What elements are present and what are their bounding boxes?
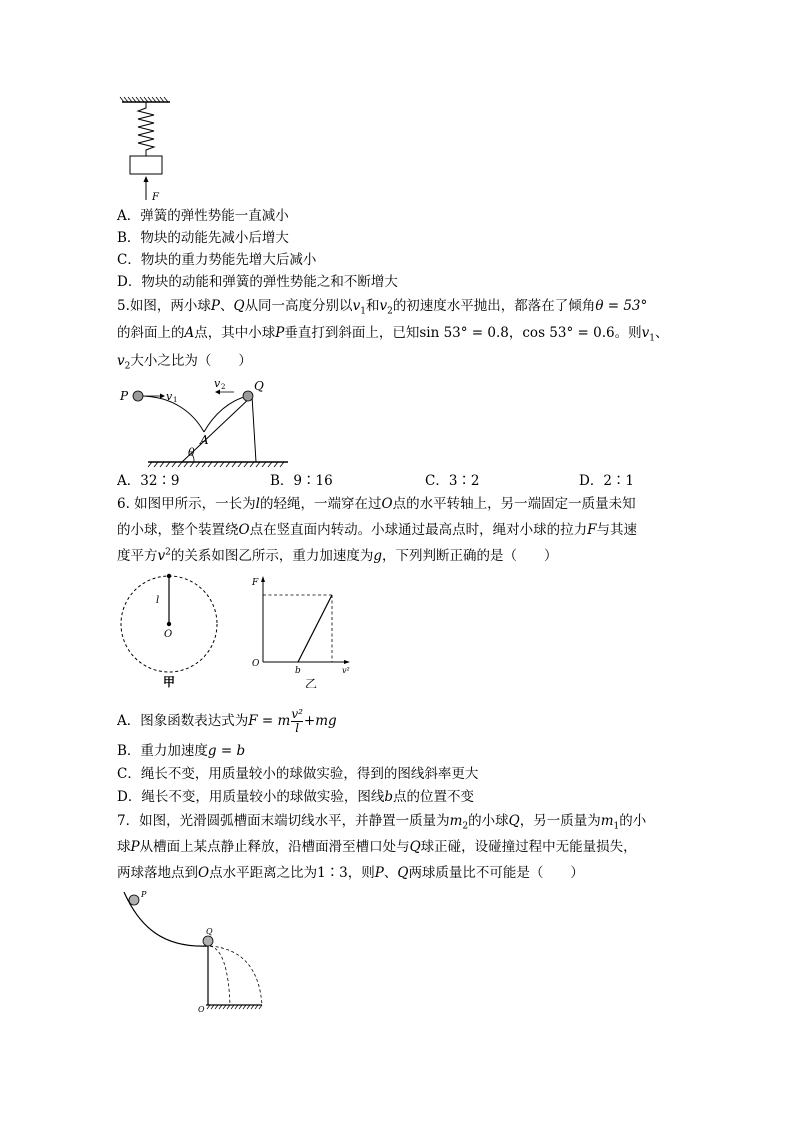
q4-option-b: B．物块的动能先减小后增大	[117, 230, 289, 246]
svg-text:O: O	[252, 659, 260, 669]
q5-stem-line1: 5.如图，两小球P、Q从同一高度分别以$v_1$和$v_2$的初速度水平抛出，都落在了倾角θ = 53°	[117, 298, 648, 317]
svg-text:Q: Q	[254, 379, 264, 393]
q6-option-a: A．图象函数表达式为F = m $\frac{\text{v²}}{l}$ +mg	[117, 707, 337, 735]
q7-stem-line2: 球P从槽面上某点静止释放，沿槽面滑至槽口处与Q球正碰，设碰撞过程中无能量损失，	[117, 839, 637, 855]
q5-option-d: D．2∶1	[579, 473, 635, 489]
svg-text:θ: θ	[188, 446, 195, 459]
svg-text:v: v	[166, 390, 173, 403]
q4-option-c: C．物块的重力势能先增大后减小	[117, 252, 317, 268]
q5-stem-line2: 的斜面上的A点，其中小球P垂直打到斜面上，已知sin 53° = 0.8，cos 53° = 0.6。则$v_1$、	[117, 325, 669, 344]
svg-text:O: O	[164, 629, 173, 640]
q6-stem-line3: 度平方$v^2$的关系如图乙所示，重力加速度为g，下列判断正确的是（ ）	[117, 547, 558, 564]
svg-text:2: 2	[221, 383, 226, 391]
svg-text:乙: 乙	[305, 677, 318, 688]
svg-text:l: l	[156, 595, 160, 606]
q5-projectile-figure	[118, 376, 290, 468]
q5-stem-line3: $v_2$大小之比为（ ）	[117, 353, 252, 372]
svg-text:Q: Q	[206, 927, 213, 936]
q7-arc-groove-figure	[118, 888, 278, 1016]
svg-text:b: b	[295, 666, 301, 676]
svg-text:1: 1	[173, 396, 178, 404]
svg-text:F: F	[252, 578, 259, 588]
q7-stem-line3: 两球落地点到O点水平距离之比为1∶3，则P、Q两球质量比不可能是（ ）	[117, 865, 584, 881]
q6-stem-line1: 6. 如图甲所示，一长为l的轻绳，一端穿在过O点的水平转轴上，另一端固定一质量未知	[117, 496, 636, 512]
q5-option-a: A．32∶9	[117, 473, 180, 489]
q4-option-d: D．物块的动能和弹簧的弹性势能之和不断增大	[117, 274, 398, 290]
q7-stem-line1: 7．如图，光滑圆弧槽面末端切线水平，并静置一质量为$m_2$的小球Q，另一质量为$m_1$的小	[117, 813, 647, 832]
q6-figure-jia	[118, 570, 222, 690]
q6-option-d: D．绳长不变，用质量较小的球做实验，图线b点的位置不变	[117, 789, 474, 805]
q5-option-b: B．9∶16	[270, 473, 333, 489]
svg-text:A: A	[200, 433, 209, 447]
svg-text:O: O	[198, 1005, 205, 1014]
svg-text:v²: v²	[342, 666, 350, 675]
q4-option-a: A．弹簧的弹性势能一直减小	[117, 208, 289, 224]
q4-spring-figure	[118, 96, 178, 204]
q5-options	[117, 472, 677, 490]
svg-text:v: v	[214, 377, 221, 390]
q5-option-c: C．3∶2	[425, 473, 480, 489]
q6-option-c: C．绳长不变，用质量较小的球做实验，得到的图线斜率更大	[117, 766, 479, 782]
q4-force-label: F	[152, 192, 159, 203]
q6-figure-yi	[250, 572, 360, 688]
q6-option-b: B．重力加速度g = b	[117, 743, 246, 759]
q6-stem-line2: 的小球，整个装置绕O点在竖直面内转动。小球通过最高点时，绳对小球的拉力F与其速	[117, 522, 637, 538]
svg-text:P: P	[141, 890, 147, 899]
svg-text:P: P	[120, 389, 129, 403]
svg-text:甲: 甲	[163, 675, 176, 689]
